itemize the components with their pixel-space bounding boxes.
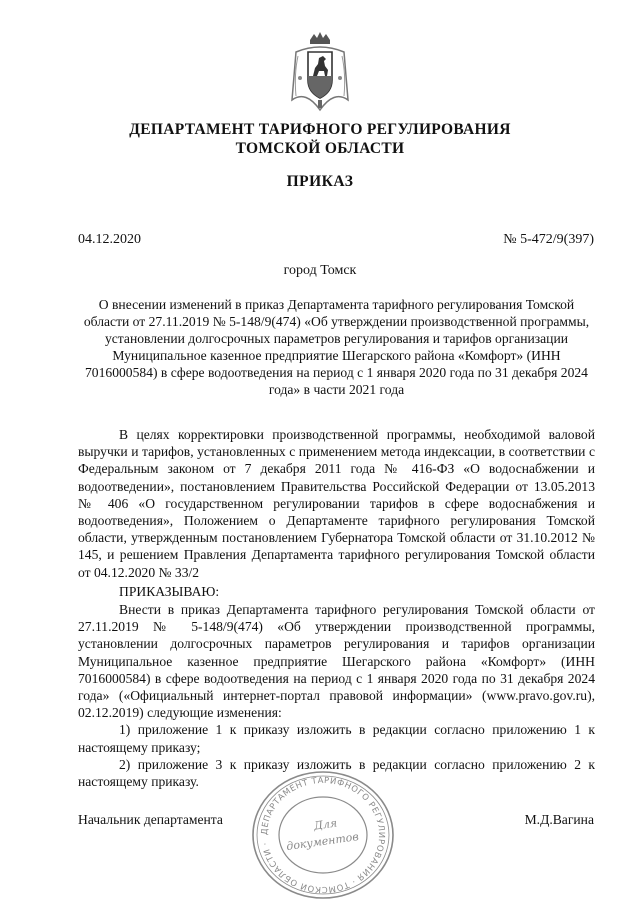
document-date: 04.12.2020 (78, 232, 141, 247)
document-type: ПРИКАЗ (286, 173, 354, 190)
seal-ring-text: ДЕПАРТАМЕНТ ТАРИФНОГО РЕГУЛИРОВАНИЯ · ТОМСКОЙ ОБЛАСТИ · (258, 774, 388, 896)
organization-title-line2: ТОМСКОЙ ОБЛАСТИ (235, 140, 405, 157)
organization-title (60, 120, 580, 158)
signatory-name: М.Д.Вагина (524, 812, 594, 827)
clause-item-1: 1) приложение 1 к приказу изложить в редакции согласно приложению 1 к настоящему приказу; (78, 722, 595, 755)
order-clauses (78, 601, 595, 790)
stamp-seal-icon (250, 770, 396, 900)
signatory-position: Начальник департамента (78, 812, 223, 827)
main-clause: Внести в приказ Департамента тарифного регулирования Томской области от 27.11.2019 № 5-148/9(474) «Об утверждении производственной программы, установлении долгосрочных параметров регулирования и тарифов организации Муниципальное казенное предприятие Шегарского района «Комфорт» (ИНН 7016000584) в сфере водоотведения на период с 1 января 2020 года по 31 декабря 2024 года» («Официальный интернет-портал правовой информации» (www.pravo.gov.ru), 02.12.2019) следующие изменения: (78, 602, 595, 721)
seal-center-line2: документов (285, 830, 360, 854)
document-city: город Томск (283, 263, 357, 278)
document-number: № 5-472/9(397) (503, 232, 594, 247)
seal-center-line1: Для (313, 816, 338, 833)
orders-word: ПРИКАЗЫВАЮ: (119, 584, 220, 599)
preamble-text: В целях корректировки производственной программы, необходимой валовой выручки и тарифов, установленных с применением метода индексации, в соответствии с Федеральным законом от 7 декабря 2011 года № 416-ФЗ «О водоснабжении и водоотведении», постановлением Правительства Российской Федерации от 13.05.2013 № 406 «О государственном регулировании тарифов в сфере водоснабжения и водоотведения», Положением о Департаменте тарифного регулирования Томской области, утвержденным постановлением Губернатора Томской области от 31.10.2012 № 145, и решением Правления Департамента тарифного регулирования Томской области от 04.12.2020 № 33/2 (78, 427, 595, 580)
clause-item-2: 2) приложение 3 к приказу изложить в редакции согласно приложению 2 к настоящему приказу. (78, 756, 595, 790)
preamble-paragraph (78, 426, 595, 581)
coat-of-arms-icon (288, 30, 352, 114)
document-subject: О внесении изменений в приказ Департамента тарифного регулирования Томской области от 27.11.2019 № 5-148/9(474) «Об утверждении производственной программы, установлении долгосрочных параметров регулирования и тарифов организации Муниципальное казенное предприятие Шегарского района «Комфорт» (ИНН 7016000584) в сфере водоотведения на период с 1 января 2020 года по 31 декабря 2024 года» в части 2021 года (83, 297, 590, 398)
organization-title-line1: ДЕПАРТАМЕНТ ТАРИФНОГО РЕГУЛИРОВАНИЯ (129, 121, 511, 138)
